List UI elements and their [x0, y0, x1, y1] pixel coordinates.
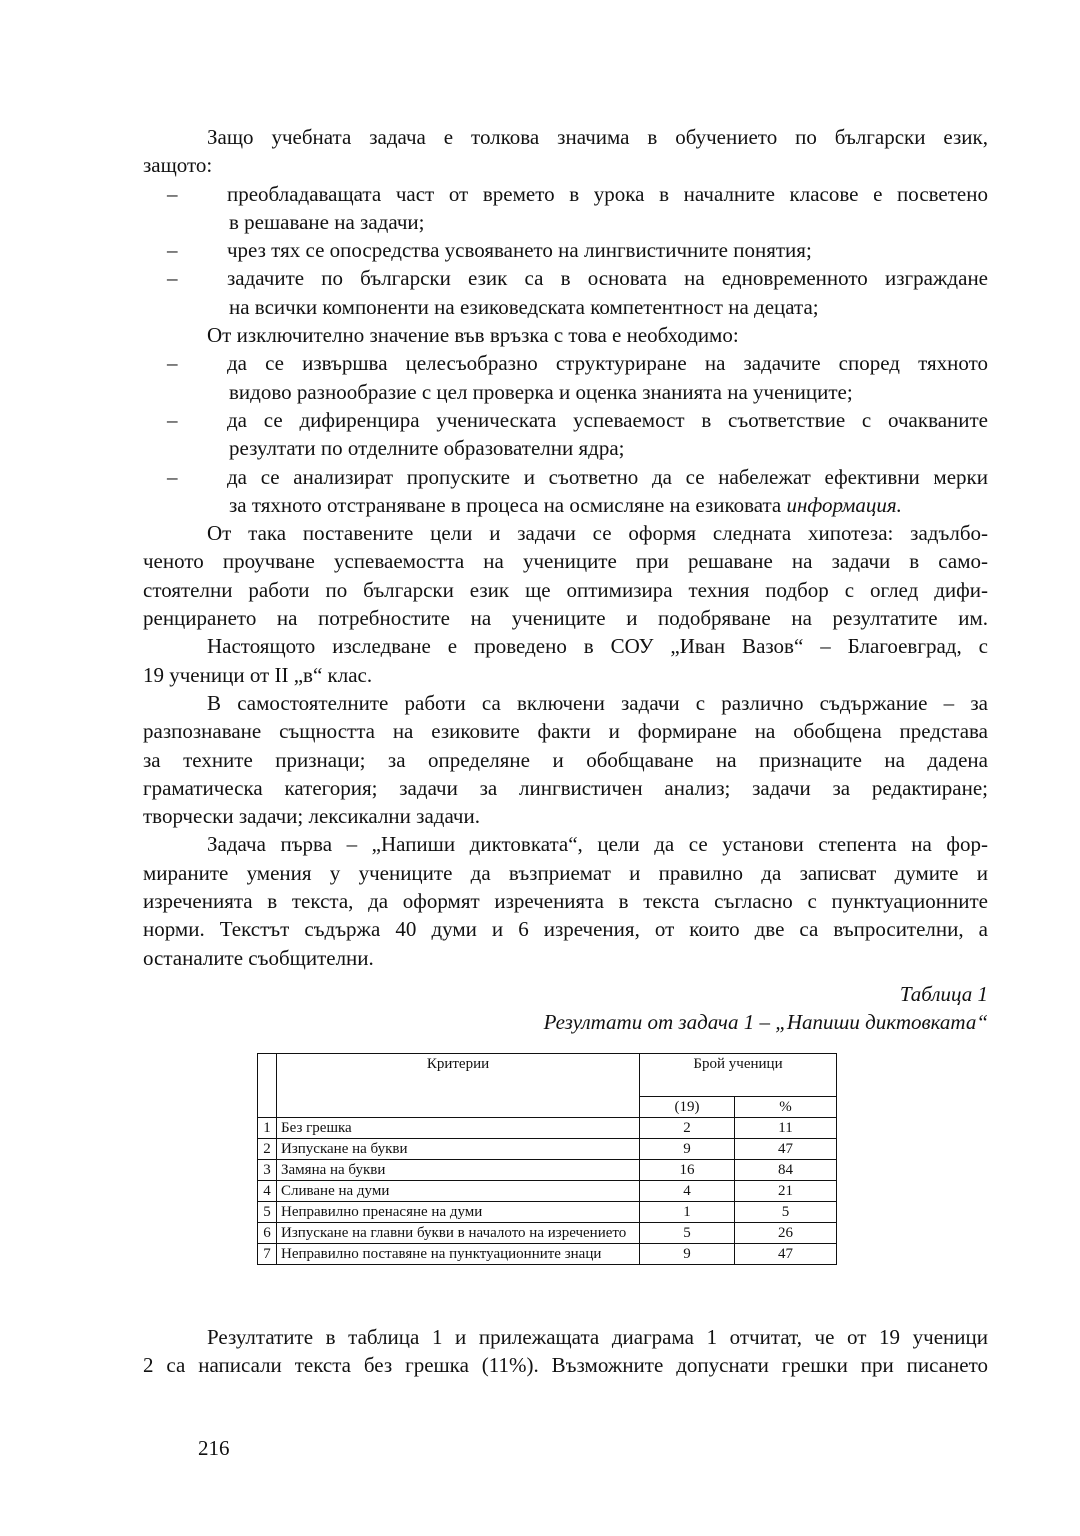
row-number: 3: [258, 1160, 277, 1181]
text-line: норми. Текстът съдържа 40 думи и 6 изречения, от които две са въпросителни, а: [143, 917, 988, 942]
results-table: [257, 1053, 837, 1265]
row-pct: 21: [735, 1181, 837, 1202]
header-count: Брой ученици: [640, 1054, 837, 1097]
text-line: на всички компоненти на езиковедската компетентност на децата;: [229, 294, 819, 319]
text-line: творчески задачи; лексикални задачи.: [143, 804, 480, 829]
list-item: – да се анализират пропуските и съответно да се набележат ефективни мерки: [167, 464, 988, 489]
page-number: 216: [198, 1436, 230, 1460]
body-text: [143, 123, 988, 972]
text-line: в решаване на задачи;: [229, 209, 425, 234]
list-item: – да се извършва целесъобразно структуриране на задачите според тяхното: [167, 351, 988, 376]
table-title: Резултати от задача 1 – „Напиши диктовката“: [543, 1010, 988, 1034]
text-line: Резултатите в таблица 1 и прилежащата диаграма 1 отчитат, че от 19 ученици: [207, 1325, 988, 1349]
row-number: 7: [258, 1244, 277, 1265]
list-item: – преобладаващата част от времето в урока в началните класове е посветено: [167, 181, 988, 206]
list-item: – чрез тях се опосредства усвояването на лингвистичните понятия;: [167, 238, 812, 263]
table-row: [258, 1160, 837, 1181]
text-line: От изключително значение във връзка с това е необходимо:: [207, 323, 739, 348]
list-item: – задачите по български език са в основата на едновременното изграждане: [167, 266, 988, 291]
text-line: за техните признаци; за определяне и обобщаване на признаците на дадена: [143, 747, 988, 772]
row-count: 9: [640, 1244, 735, 1265]
row-pct: 47: [735, 1139, 837, 1160]
text-line: 19 ученици от II „в“ клас.: [143, 662, 373, 687]
text-line: 2 са написали текста без грешка (11%). Възможните допуснати грешки при писането: [143, 1353, 988, 1378]
row-criterion: Изпускане на букви: [277, 1139, 640, 1160]
text-line: резултати по отделните образователни ядра;: [229, 436, 625, 461]
row-pct: 26: [735, 1223, 837, 1244]
text-line: Настоящото изследване е проведено в СОУ „Иван Вазов“ – Благоевград, с: [207, 634, 988, 659]
row-criterion: Сливане на думи: [277, 1181, 640, 1202]
text-line: мираните умения у учениците да възприемат и правилно да записват думите и: [143, 860, 988, 885]
table-row: [258, 1139, 837, 1160]
table-label: Таблица 1: [899, 982, 988, 1006]
table-row: [258, 1244, 837, 1265]
row-number: 6: [258, 1223, 277, 1244]
row-pct: 11: [735, 1118, 837, 1139]
header-criteria: Критерии: [277, 1054, 640, 1118]
row-count: 1: [640, 1202, 735, 1223]
text-line: изреченията в текста, да оформят изреченията в текста съгласно с пунктуационните: [143, 889, 988, 914]
text-line: останалите съобщителни.: [143, 945, 374, 970]
text-line: Задача първа – „Напиши диктовката“, цели да се установи степента на фор-: [207, 832, 988, 857]
text-line: ченото проучване успеваемостта на учениците при решаване на задачи в само-: [143, 549, 988, 574]
text-line: В самостоятелните работи са включени задачи с различно съдържание – за: [207, 690, 988, 715]
row-count: 4: [640, 1181, 735, 1202]
header-pct: %: [735, 1097, 837, 1118]
text-line: ренцирането на потребностите на учениците и подобряване на резултатите им.: [143, 606, 988, 631]
row-number: 5: [258, 1202, 277, 1223]
table-row: [258, 1202, 837, 1223]
row-count: 9: [640, 1139, 735, 1160]
row-criterion: Замяна на букви: [277, 1160, 640, 1181]
table-row: [258, 1223, 837, 1244]
text-line: разпознаване същността на езиковите факти и формиране на обобщена представа: [143, 719, 988, 744]
text-line: От така поставените цели и задачи се оформя следната хипотеза: задълбо-: [207, 521, 988, 546]
row-number: 4: [258, 1181, 277, 1202]
table-row: [258, 1181, 837, 1202]
text-line: Защо учебната задача е толкова значима в обучението по български език,: [207, 125, 988, 149]
row-criterion: Неправилно пренасяне на думи: [277, 1202, 640, 1223]
row-count: 5: [640, 1223, 735, 1244]
list-item: – да се дифиренцира ученическата успеваемост в съответствие с очакваните: [167, 407, 988, 432]
row-number: 2: [258, 1139, 277, 1160]
results-paragraph: [143, 1323, 988, 1380]
header-n: (19): [640, 1097, 735, 1118]
row-criterion: Без грешка: [277, 1118, 640, 1139]
row-count: 16: [640, 1160, 735, 1181]
text-line: за тяхното отстраняване в процеса на осмисляне на езиковата информация.: [229, 492, 902, 517]
row-pct: 84: [735, 1160, 837, 1181]
text-line: граматическа категория; задачи за лингвистичен анализ; задачи за редактиране;: [143, 775, 988, 800]
text-line: видово разнообразие с цел проверка и оценка знанията на учениците;: [229, 379, 853, 404]
table-row: [258, 1118, 837, 1139]
row-number: 1: [258, 1118, 277, 1139]
row-pct: 47: [735, 1244, 837, 1265]
row-criterion: Неправилно поставяне на пунктуационните знаци: [277, 1244, 640, 1265]
text-line: защото:: [143, 153, 213, 178]
row-criterion: Изпускане на главни букви в началото на изречението: [277, 1223, 640, 1244]
row-count: 2: [640, 1118, 735, 1139]
text-line: стоятелни работи по български език ще оптимизира техния подбор с оглед дифи-: [143, 577, 988, 602]
row-pct: 5: [735, 1202, 837, 1223]
